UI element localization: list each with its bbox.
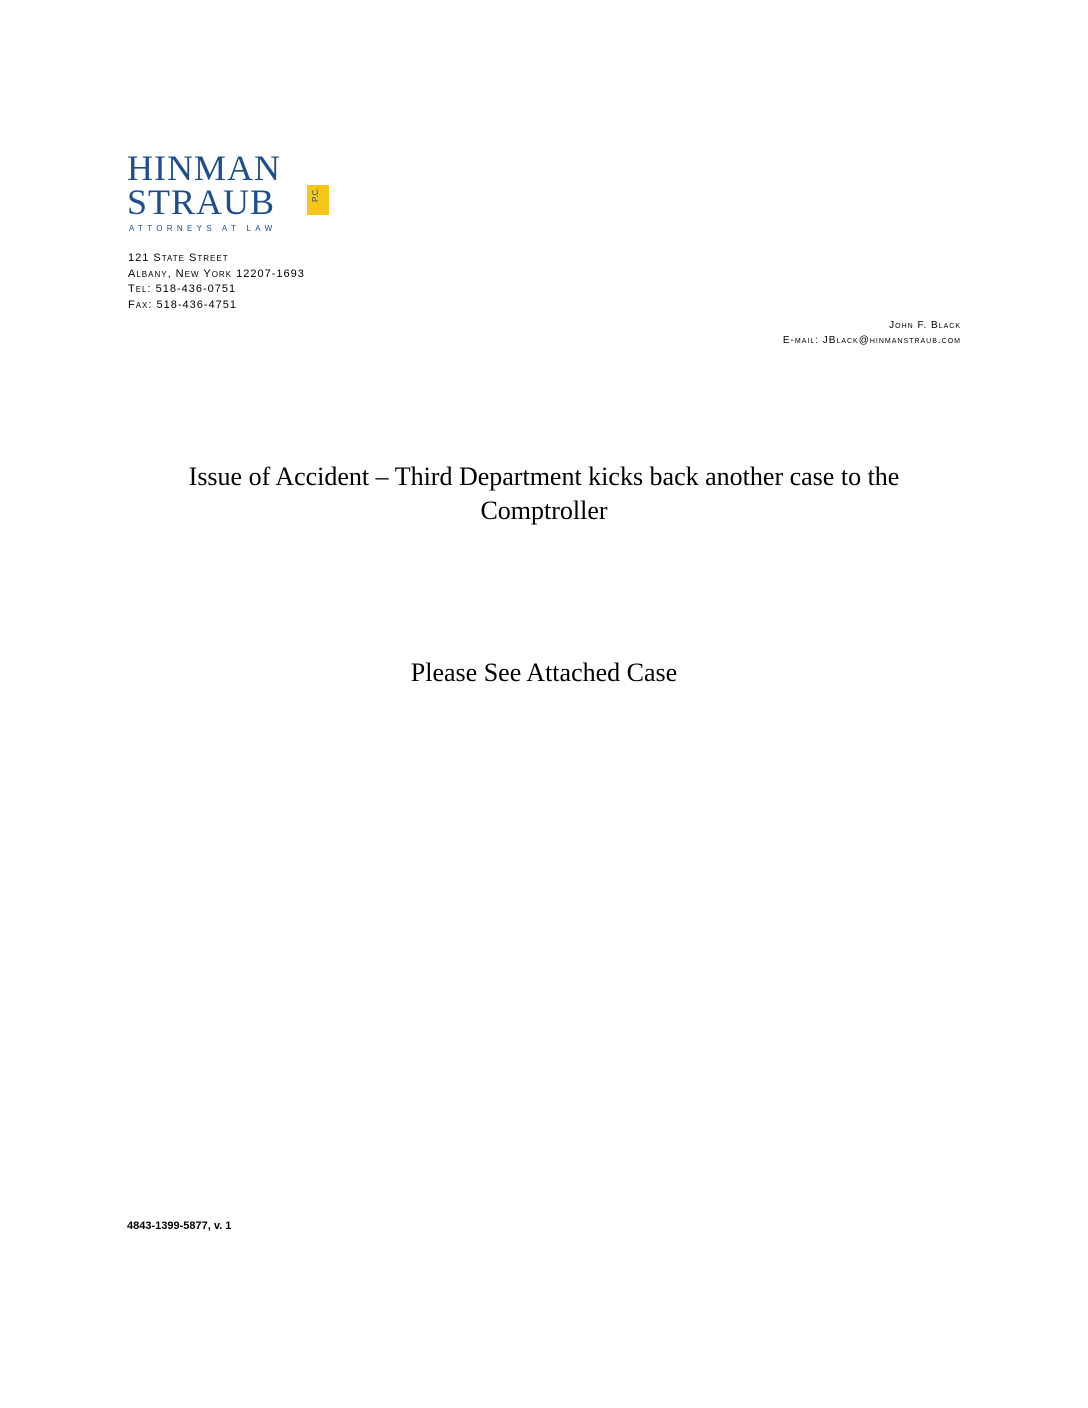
document-title: Issue of Accident – Third Department kicks back another case to the Comptroller [188, 462, 900, 525]
logo-line-2: STRAUB [127, 182, 276, 222]
sender-block [783, 318, 961, 348]
sender-name: John F. Black [889, 320, 961, 331]
document-id: 4843-1399-5877, v. 1 [127, 1220, 232, 1232]
address-fax: Fax: 518-436-4751 [128, 298, 238, 311]
address-city: Albany, New York 12207-1693 [128, 267, 305, 280]
firm-logo [127, 150, 337, 240]
address-street: 121 State Street [128, 252, 229, 264]
logo-tagline: ATTORNEYS AT LAW [129, 224, 277, 233]
sender-email[interactable]: E-mail: JBlack@hinmanstraub.com [782, 335, 961, 346]
logo-pc-text: P.C. [311, 187, 320, 202]
document-subtitle: Please See Attached Case [410, 658, 678, 687]
firm-address [128, 251, 305, 313]
address-tel: Tel: 518-436-0751 [128, 283, 237, 295]
logo-line-1: HINMAN [127, 148, 281, 188]
